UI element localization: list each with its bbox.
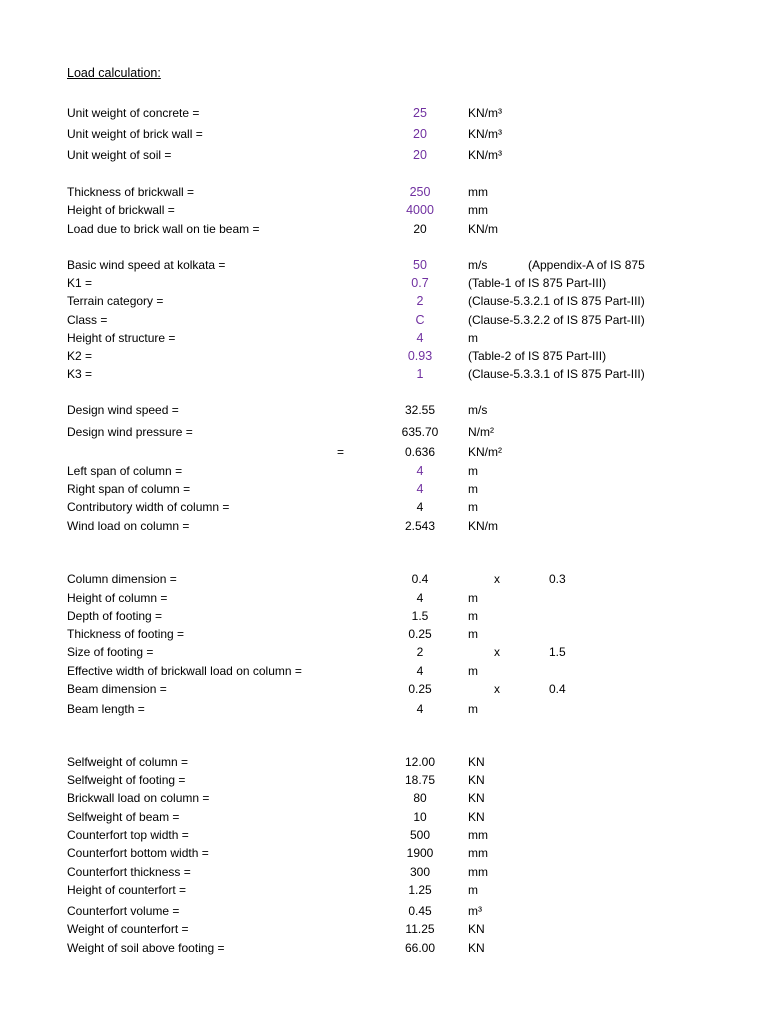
computed-value: 4 (416, 591, 424, 605)
reference-note: (Clause-5.3.3.1 of IS 875 Part-III) (468, 367, 645, 381)
calc-row (0, 365, 768, 383)
computed-value: 0.45 (408, 904, 432, 918)
calc-row (0, 462, 768, 480)
calc-row (0, 401, 768, 419)
unit-label: mm (468, 203, 488, 217)
computed-value: 20 (413, 222, 427, 236)
unit-label: mm (468, 828, 488, 842)
row-label: Weight of counterfort = (67, 922, 189, 936)
row-label: Weight of soil above footing = (67, 941, 225, 955)
dimension-separator: x (494, 645, 500, 659)
row-label: Selfweight of beam = (67, 810, 180, 824)
row-label: Effective width of brickwall load on column = (67, 664, 302, 678)
calc-row (0, 256, 768, 274)
calc-row (0, 680, 768, 698)
unit-label: m (468, 482, 478, 496)
calc-row (0, 274, 768, 292)
calc-row (0, 104, 768, 122)
unit-label: KN/m³ (468, 148, 502, 162)
calc-row (0, 347, 768, 365)
calc-row (0, 480, 768, 498)
reference-note: (Clause-5.3.2.1 of IS 875 Part-III) (468, 294, 645, 308)
row-label: Terrain category = (67, 294, 164, 308)
computed-value: 500 (409, 828, 431, 842)
calc-row (0, 146, 768, 164)
calc-row (0, 607, 768, 625)
row-label: Unit weight of soil = (67, 148, 172, 162)
computed-value: 635.70 (401, 425, 439, 439)
computed-value: 12.00 (404, 755, 436, 769)
unit-label: m (468, 591, 478, 605)
computed-value: 2 (416, 645, 424, 659)
calc-row (0, 625, 768, 643)
reference-note: (Appendix-A of IS 875 (528, 258, 645, 272)
row-label: Brickwall load on column = (67, 791, 210, 805)
computed-value: 11.25 (405, 922, 435, 936)
calc-row (0, 201, 768, 219)
input-value: C (415, 313, 425, 327)
calc-row (0, 771, 768, 789)
unit-label: m (468, 883, 478, 897)
computed-value: 0.25 (408, 627, 432, 641)
second-dimension: 1.5 (549, 645, 566, 659)
row-label: Height of counterfort = (67, 883, 187, 897)
calc-row (0, 220, 768, 238)
unit-label: mm (468, 185, 488, 199)
row-label: Selfweight of column = (67, 755, 189, 769)
input-value: 0.7 (411, 276, 429, 290)
input-value: 0.93 (407, 349, 433, 363)
unit-label: KN/m (468, 222, 498, 236)
unit-label: mm (468, 865, 488, 879)
unit-label: KN (468, 773, 485, 787)
row-label: Height of brickwall = (67, 203, 175, 217)
row-label: Beam dimension = (67, 682, 167, 696)
calc-row (0, 589, 768, 607)
computed-value: 66.00 (404, 941, 436, 955)
row-label: Contributory width of column = (67, 500, 230, 514)
computed-value: 18.75 (404, 773, 436, 787)
row-label: Thickness of footing = (67, 627, 185, 641)
unit-label: m (468, 500, 478, 514)
unit-label: KN/m³ (468, 106, 502, 120)
computed-value: 1.25 (408, 883, 432, 897)
unit-label: m (468, 627, 478, 641)
reference-note: (Table-2 of IS 875 Part-III) (468, 349, 607, 363)
calc-row (0, 826, 768, 844)
unit-label: mm (468, 846, 488, 860)
computed-value: 0.4 (411, 572, 429, 586)
dimension-separator: x (494, 682, 500, 696)
computed-value: 80 (413, 791, 427, 805)
unit-label: KN (468, 755, 485, 769)
input-value: 4 (416, 482, 424, 496)
row-label: Design wind speed = (67, 403, 179, 417)
computed-value: 0.25 (408, 682, 432, 696)
computed-value: 300 (409, 865, 431, 879)
unit-label: m (468, 664, 478, 678)
calc-row (0, 643, 768, 661)
input-value: 4 (416, 331, 424, 345)
row-label: Selfweight of footing = (67, 773, 186, 787)
row-label: Unit weight of brick wall = (67, 127, 203, 141)
calc-row (0, 570, 768, 588)
computed-value: 4 (416, 664, 424, 678)
calc-row (0, 753, 768, 771)
computed-value: 10 (413, 810, 427, 824)
calc-row (0, 881, 768, 899)
calc-row (0, 443, 768, 461)
row-label: Class = (67, 313, 108, 327)
unit-label: m³ (468, 904, 482, 918)
row-label: Thickness of brickwall = (67, 185, 195, 199)
calc-row (0, 662, 768, 680)
row-label: Basic wind speed at kolkata = (67, 258, 226, 272)
row-label: Column dimension = (67, 572, 177, 586)
page-title: Load calculation: (67, 66, 161, 80)
second-dimension: 0.3 (549, 572, 566, 586)
unit-label: KN (468, 922, 485, 936)
input-value: 2 (416, 294, 424, 308)
input-value: 250 (409, 185, 431, 199)
unit-label: KN/m (468, 519, 498, 533)
row-label: K2 = (67, 349, 93, 363)
calc-row (0, 498, 768, 516)
calc-row (0, 517, 768, 535)
calc-row (0, 920, 768, 938)
input-value: 1 (416, 367, 424, 381)
row-label: Unit weight of concrete = (67, 106, 200, 120)
row-label: Counterfort top width = (67, 828, 189, 842)
dimension-separator: x (494, 572, 500, 586)
unit-label: m (468, 464, 478, 478)
row-label: Beam length = (67, 702, 145, 716)
computed-value: 1900 (406, 846, 434, 860)
input-value: 4 (416, 464, 424, 478)
row-label: Counterfort bottom width = (67, 846, 209, 860)
row-label: K1 = (67, 276, 93, 290)
computed-value: 1.5 (411, 609, 429, 623)
reference-note: (Clause-5.3.2.2 of IS 875 Part-III) (468, 313, 645, 327)
calc-row (0, 700, 768, 718)
unit-label: m (468, 331, 478, 345)
row-label: Height of structure = (67, 331, 176, 345)
input-value: 20 (413, 148, 427, 162)
calc-row (0, 844, 768, 862)
calc-row (0, 311, 768, 329)
row-label: Load due to brick wall on tie beam = (67, 222, 260, 236)
unit-label: KN (468, 810, 485, 824)
input-value: 25 (413, 106, 427, 120)
computed-value: 2.543 (404, 519, 436, 533)
unit-label: KN (468, 791, 485, 805)
unit-label: KN (468, 941, 485, 955)
calc-row (0, 808, 768, 826)
unit-label: m (468, 609, 478, 623)
unit-label: m/s (468, 258, 488, 272)
calc-row (0, 329, 768, 347)
row-label: Height of column = (67, 591, 168, 605)
calc-row (0, 125, 768, 143)
calc-row (0, 423, 768, 441)
input-value: 20 (413, 127, 427, 141)
calc-row (0, 863, 768, 881)
unit-label: m/s (468, 403, 488, 417)
unit-label: KN/m³ (468, 127, 502, 141)
unit-label: N/m² (468, 425, 494, 439)
row-label: K3 = (67, 367, 93, 381)
row-label: Counterfort volume = (67, 904, 180, 918)
row-label: Size of footing = (67, 645, 154, 659)
row-label: Wind load on column = (67, 519, 190, 533)
computed-value: 4 (416, 500, 424, 514)
calc-row (0, 292, 768, 310)
unit-label: KN/m² (468, 445, 502, 459)
input-value: 50 (413, 258, 427, 272)
equals-sign: = (337, 445, 345, 459)
row-label: Left span of column = (67, 464, 183, 478)
row-label: Design wind pressure = (67, 425, 193, 439)
calc-row (0, 902, 768, 920)
reference-note: (Table-1 of IS 875 Part-III) (468, 276, 607, 290)
row-label: Counterfort thickness = (67, 865, 191, 879)
calc-row (0, 183, 768, 201)
unit-label: m (468, 702, 478, 716)
row-label: Depth of footing = (67, 609, 163, 623)
calc-row (0, 789, 768, 807)
row-label: Right span of column = (67, 482, 191, 496)
input-value: 4000 (406, 203, 434, 217)
second-dimension: 0.4 (549, 682, 566, 696)
calc-row (0, 939, 768, 957)
computed-value: 32.55 (404, 403, 436, 417)
computed-value: 0.636 (404, 445, 436, 459)
computed-value: 4 (416, 702, 424, 716)
